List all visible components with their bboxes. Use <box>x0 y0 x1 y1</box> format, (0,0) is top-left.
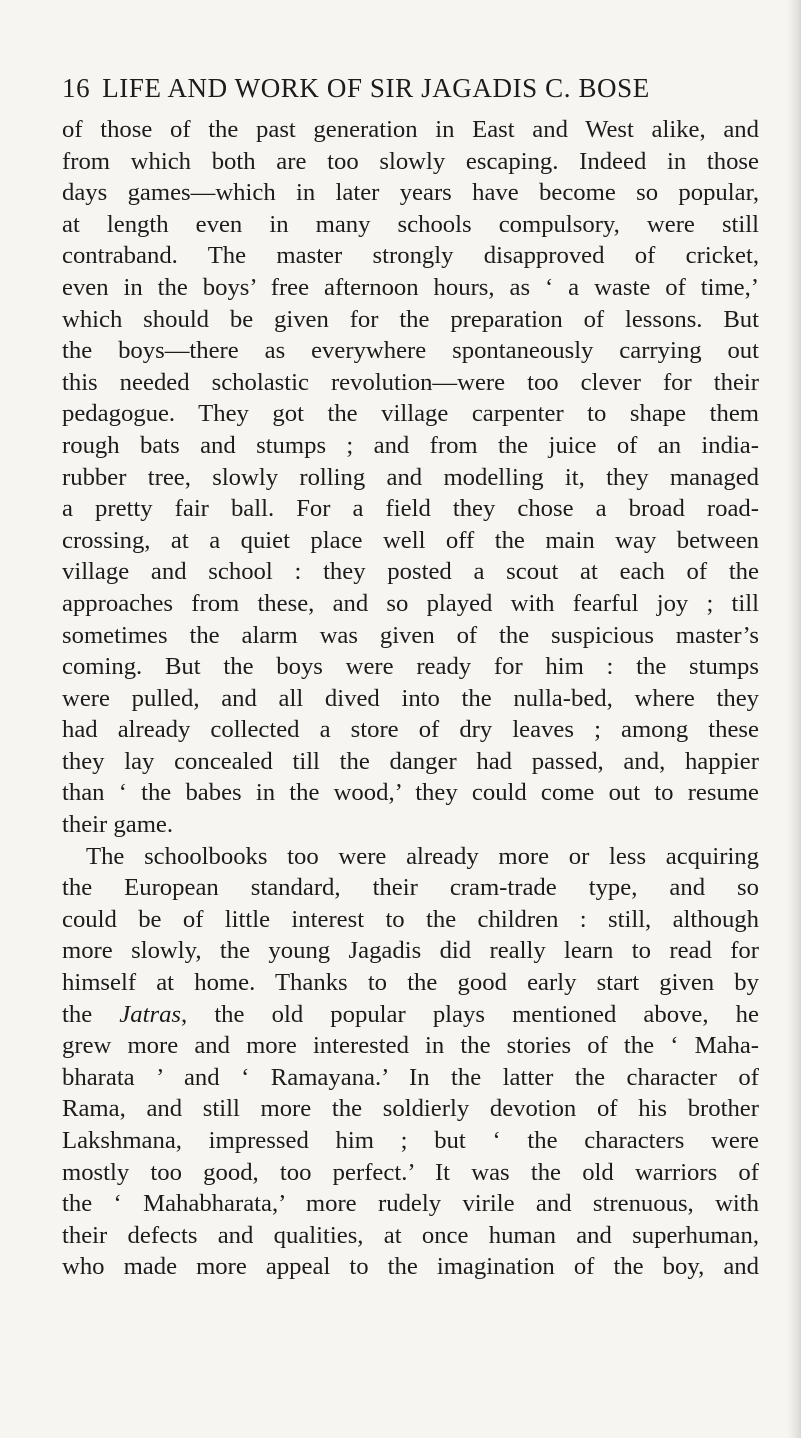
text-line: Lakshmana, impressed him ; but ‘ the characters were <box>62 1127 759 1154</box>
text-line: sometimes the alarm was given of the suspicious master’s <box>62 621 759 649</box>
text-line: than ‘ the babes in the wood,’ they could come out to resume <box>62 779 759 807</box>
text-line: which should be given for the preparation of lessons. But <box>62 305 759 333</box>
text-line: could be of little interest to the children : still, although <box>62 905 759 933</box>
text-line: even in the boys’ free afternoon hours, as ‘ a waste of time,’ <box>62 273 759 301</box>
running-header <box>62 73 762 113</box>
text-line: this needed scholastic revolution—were too clever for their <box>62 368 759 396</box>
text-line: mostly too good, too perfect.’ It was the old warriors of <box>62 1158 759 1186</box>
paragraph-start-line: The schoolbooks too were already more or less acquiring <box>86 842 759 870</box>
text-line: himself at home. Thanks to the good early start given by <box>62 969 759 997</box>
text-line: were pulled, and all dived into the nulla-bed, where they <box>62 684 759 712</box>
text-line: coming. But the boys were ready for him : the stumps <box>62 653 759 681</box>
text-line: more slowly, the young Jagadis did really learn to read for <box>62 937 759 965</box>
text-line: who made more appeal to the imagination of the boy, and <box>62 1253 759 1281</box>
text-line: had already collected a store of dry leaves ; among these <box>62 716 759 744</box>
text-line: the boys—there as everywhere spontaneously carrying out <box>62 337 759 365</box>
running-title: LIFE AND WORK OF SIR JAGADIS C. BOSE <box>102 73 650 103</box>
text-line: contraband. The master strongly disapproved of cricket, <box>62 242 759 270</box>
text-line: rough bats and stumps ; and from the juice of an india- <box>62 431 759 459</box>
page-edge-shadow <box>787 0 801 1438</box>
text-line: pedagogue. They got the village carpenter to shape them <box>62 400 759 428</box>
text-line: approaches from these, and so played with fearful joy ; till <box>62 589 759 617</box>
text-line: crossing, at a quiet place well off the main way between <box>62 526 759 554</box>
text-run: the <box>62 1000 120 1028</box>
text-line: a pretty fair ball. For a field they chose a broad road- <box>62 495 759 523</box>
text-line: they lay concealed till the danger had passed, and, happier <box>62 747 759 775</box>
text-line: grew more and more interested in the stories of the ‘ Maha- <box>62 1032 759 1060</box>
text-run: , the old popular plays mentioned above, he <box>181 1000 759 1028</box>
text-line: the ‘ Mahabharata,’ more rudely virile and strenuous, with <box>62 1190 759 1218</box>
text-line: days games—which in later years have become so popular, <box>62 179 759 207</box>
page-number: 16 <box>62 73 91 103</box>
text-line: village and school : they posted a scout at each of the <box>62 558 759 586</box>
italic-term-jatras: Jatras <box>119 1000 182 1028</box>
text-line: rubber tree, slowly rolling and modelling it, they managed <box>62 463 759 491</box>
text-line: bharata ’ and ‘ Ramayana.’ In the latter the character of <box>62 1063 759 1091</box>
text-line: from which both are too slowly escaping. Indeed in those <box>62 147 759 175</box>
text-line: of those of the past generation in East and West alike, and <box>62 116 759 143</box>
text-line: Rama, and still more the soldierly devotion of his brother <box>62 1095 759 1123</box>
text-line: their defects and qualities, at once human and superhuman, <box>62 1221 759 1249</box>
paragraph-end-line: their game. <box>62 811 174 839</box>
text-line-with-italic <box>62 999 759 1031</box>
text-line: the European standard, their cram-trade type, and so <box>62 874 759 902</box>
text-line: at length even in many schools compulsory, were still <box>62 210 759 238</box>
body-text <box>62 114 759 1283</box>
